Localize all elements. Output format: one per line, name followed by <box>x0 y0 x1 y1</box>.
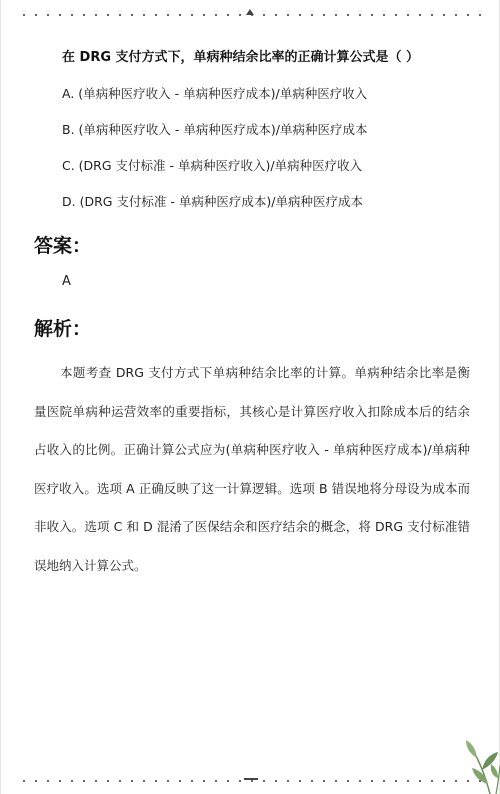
option-c: C. (DRG 支付标准 - 单病种医疗收入)/单病种医疗收入 <box>62 158 363 173</box>
top-triangle-marker <box>246 9 254 15</box>
analysis-text: 本题考查 DRG 支付方式下单病种结余比率的计算。单病种结余比率是衡量医院单病种运营效率的重要指标，其核心是计算医疗收入扣除成本后的结余占收入的比例。正确计算公式应为(单病种医疗收入 - 单病种医疗成本)/单病种医疗收入。选项 A 正确反映了这一计算逻辑。选项 B 错误地将分母设为成本而非收入。选项 C 和 D 混淆了医保结余和医疗结余的概念，将 DRG 支付标准错误地纳入计算公式。 <box>34 365 470 573</box>
option-a: A. (单病种医疗收入 - 单病种医疗成本)/单病种医疗收入 <box>62 86 368 101</box>
bottom-dash-marker <box>244 778 258 780</box>
answer-value: A <box>62 274 71 289</box>
answer-heading: 答案： <box>34 235 92 257</box>
option-b: B. (单病种医疗收入 - 单病种医疗成本)/单病种医疗成本 <box>62 122 368 137</box>
analysis-heading: 解析： <box>34 318 92 340</box>
decorative-plant-icon <box>430 704 500 794</box>
option-d: D. (DRG 支付标准 - 单病种医疗成本)/单病种医疗成本 <box>62 194 363 209</box>
question-text: 在 DRG 支付方式下，单病种结余比率的正确计算公式是（ ） <box>62 50 420 65</box>
